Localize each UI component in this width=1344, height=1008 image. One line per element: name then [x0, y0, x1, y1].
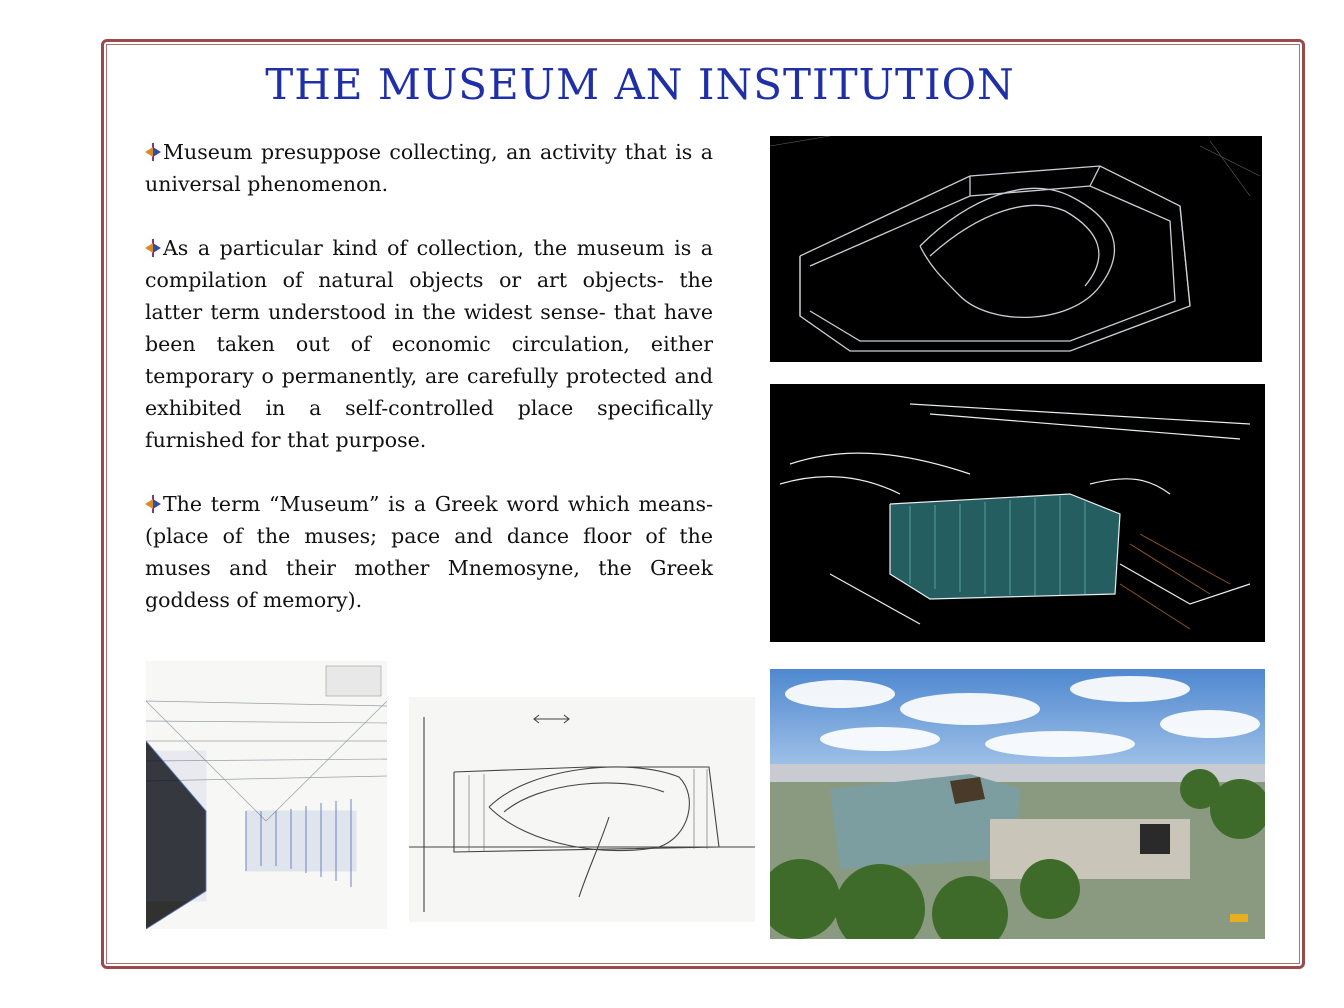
aerial-photo-museum-image — [770, 669, 1265, 939]
body-text — [145, 136, 713, 648]
pencil-section-sketch-image — [409, 697, 755, 922]
bullet-icon — [145, 495, 161, 513]
paragraph-3: The term “Museum” is a Greek word which means-(place of the muses; pace and dance floor of the muses and their mother Mnemosyne, the Greek goddess of memory). — [145, 492, 713, 612]
page-title: THE MUSEUM AN INSTITUTION — [265, 60, 1015, 109]
night-sketch-aerial-image — [770, 136, 1262, 362]
bullet-icon — [145, 143, 161, 161]
night-sketch-building-image — [770, 384, 1265, 642]
paragraph-2: As a particular kind of collection, the museum is a compilation of natural objects or art objects- the latter term understood in the widest sense- that have been taken out of economic circulation, either temporary o permanently, are carefully protected and exhibited in a self-controlled place specifically furnished for that purpose. — [145, 236, 713, 452]
interior-blue-sketch-image — [146, 661, 387, 929]
paragraph-1: Museum presuppose collecting, an activity that is a universal phenomenon. — [145, 140, 713, 196]
bullet-icon — [145, 239, 161, 257]
